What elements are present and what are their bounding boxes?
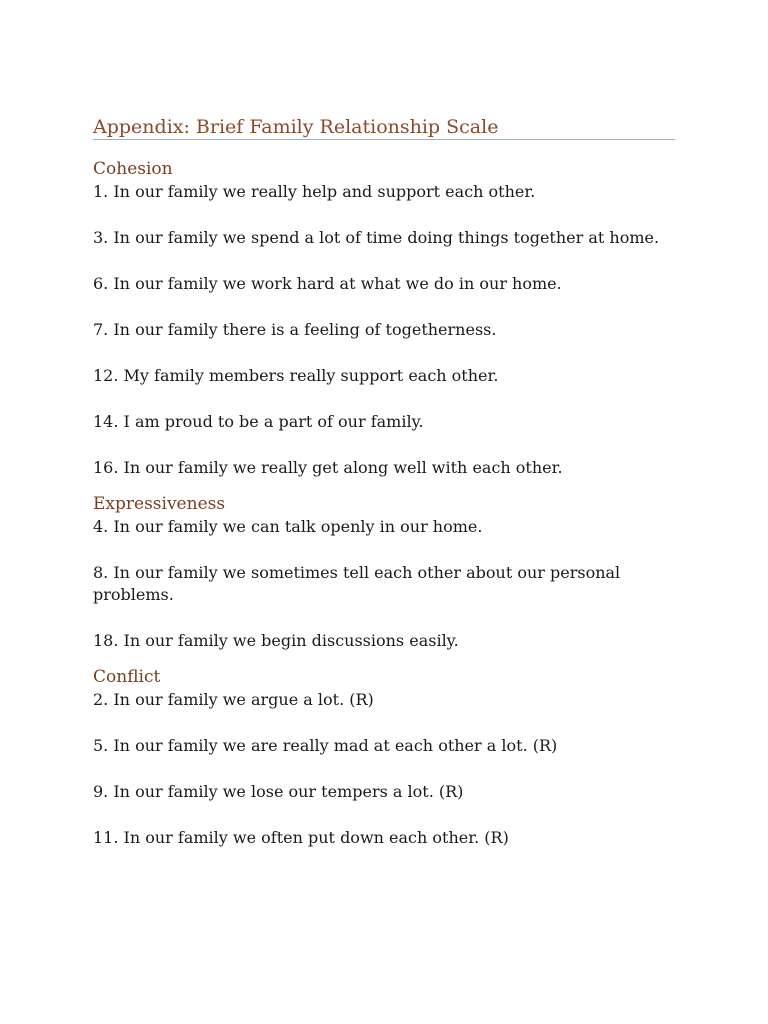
list-item: 11. In our family we often put down each other. (R) (93, 828, 509, 847)
list-item: 6. In our family we work hard at what we do in our home. (93, 274, 562, 293)
document-title: Appendix: Brief Family Relationship Scale (93, 114, 675, 140)
section-cohesion (93, 157, 675, 479)
list-item: 5. In our family we are really mad at each other a lot. (R) (93, 736, 558, 755)
list-item: 16. In our family we really get along well with each other. (93, 458, 563, 477)
list-item: 8. In our family we sometimes tell each other about our personal problems. (93, 563, 621, 604)
section-heading-conflict: Conflict (93, 667, 161, 687)
list-item: 7. In our family there is a feeling of togetherness. (93, 320, 497, 339)
list-item: 9. In our family we lose our tempers a lot. (R) (93, 782, 464, 801)
section-expressiveness (93, 492, 675, 652)
list-item: 2. In our family we argue a lot. (R) (93, 690, 374, 709)
section-heading-expressiveness: Expressiveness (93, 494, 226, 514)
list-item: 1. In our family we really help and support each other. (93, 182, 536, 201)
section-heading-cohesion: Cohesion (93, 159, 173, 179)
list-item: 12. My family members really support each other. (93, 366, 499, 385)
list-item: 3. In our family we spend a lot of time doing things together at home. (93, 228, 660, 247)
section-conflict (93, 665, 675, 849)
list-item: 18. In our family we begin discussions easily. (93, 631, 459, 650)
list-item: 4. In our family we can talk openly in our home. (93, 517, 483, 536)
list-item: 14. I am proud to be a part of our family. (93, 412, 424, 431)
document-page (93, 114, 675, 849)
